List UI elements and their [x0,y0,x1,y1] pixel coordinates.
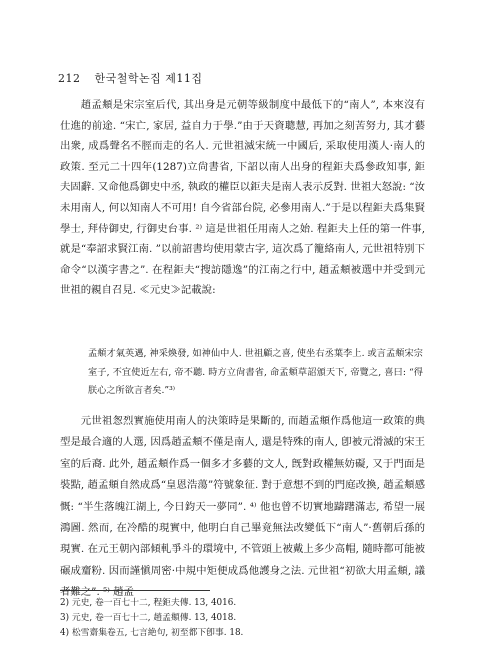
quote-text: 孟頫才氣英邁, 神采煥發, 如神仙中人. 世祖顧之喜, 使坐右丞葉李上. 或言孟頫宋宗室子, 不宜使近左右, 帝不聽. 時方立尙書省, 命孟頫草詔頒天下, 帝覽之, 喜曰: “得朕心之所欲言者矣.”³⁾ [88,348,423,396]
block-quote [88,345,423,401]
footnote-2: 2) 元史, 卷一百七十二, 程鉅夫傳. 13, 4016. [60,598,237,608]
paragraph-1: 趙孟頫是宋宗室后代, 其出身是元朝等級制度中最低下的“南人”, 本來沒有仕進的前途. “宋亡, 家居, 益自力于學.”由于天資聰慧, 再加之刻苦努力, 其才藝出衆, 成爲聲名不脛而走的名人. 元世祖滅宋統一中國后, 采取使用漢人·南人的政策. 至元二十四年(1287)立尙書省, 下詔以南人出身的程鉅夫爲參政知事, 鉅夫固辭. 又命他爲御史中丞, 執政的權臣以鉅夫是南人表示反對. 世祖大怒說: “汝未用南人, 何以知南人不可用! 自今省部台院, 必參用南人.”于是以程鉅夫爲集賢學士, 拜侍御史, 行御史台事. ²⁾ 這是世祖任用南人之始. 程鉅夫上任的第一件事, 就是“奉詔求賢江南. ”以前詔書均使用蒙古字, 這次爲了籠絡南人, 元世祖特別下命令“以漢字書之”. 在程鉅夫“搜訪隱逸”的江南之行中, 趙孟頫被選中并受到元世祖的親自召見. ≪元史≫記載說: [60,99,425,297]
footnote-4: 4) 松雪齋集卷五, 七言絶句, 初至都下卽事. 18. [60,628,244,638]
footnote-3: 3) 元史, 卷一百七十二, 趙孟頫傳. 13, 4018. [60,613,237,623]
running-header [58,70,203,86]
main-text-block-2 [60,411,425,604]
main-text-block-1 [60,95,425,301]
footnote-rule [60,590,210,591]
footnotes [60,596,425,641]
journal-title: 한국철학논집 제11집 [94,72,203,85]
page-number: 212 [58,72,81,85]
paragraph-2: 元世祖怱烈實施使用南人的決策時是果斷的, 而趙孟頫作爲他這一政策的典型是最合適的人選, 因爲趙孟頫不僅是南人, 還是特殊的南人, 卽被元滑滅的宋王室的后裔. 此外, 趙孟頫作爲一個多才多藝的文人, 旣對政權無妨礙, 又于門面是裝點, 趙孟頫自然成爲“皇恩浩蕩”符號象征. 對于意想不到的門庭改換, 趙孟頫感慨: “半生落魄江湖上, 今日鈞天一夢同”. ⁴⁾ 他也曾不切實地躊躇滿志, 希望一展鴻圖. 然而, 在冷酷的現實中, 他明白自己畢竟無法改變低下“南人”·舊朝后孫的現實. 在元王朝內部傾軋爭斗的環境中, 不管頭上被戴上多少高帽, 隨時都可能被碾成齏粉. 因而謹愼周密·中規中矩便成爲他護身之法. 元世祖“初欲大用孟頫, 議者難之”. ⁵⁾ 趙孟 [60,415,425,599]
